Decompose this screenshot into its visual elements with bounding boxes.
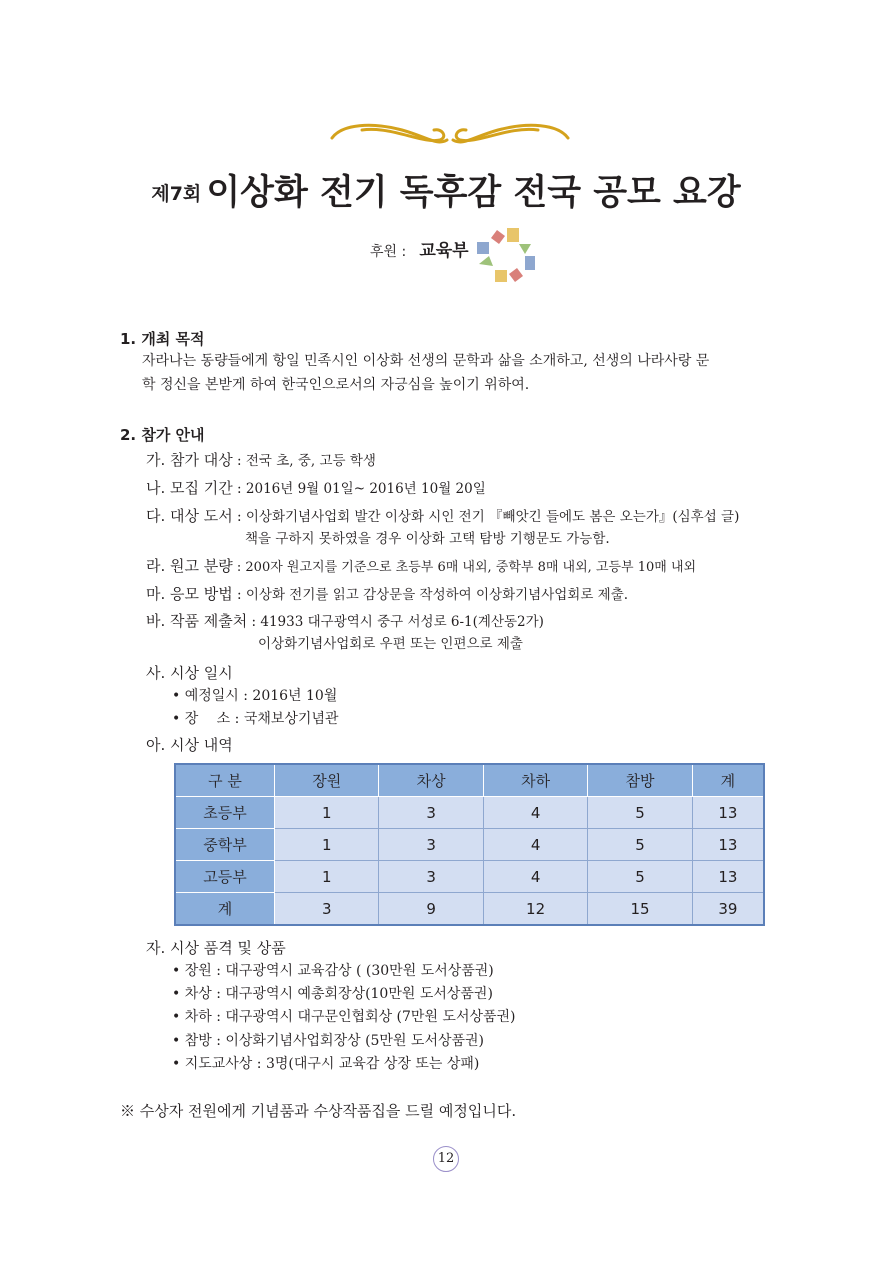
item-period <box>146 477 486 498</box>
item-book <box>146 505 739 526</box>
item-key: 다. 대상 도서 <box>146 507 233 525</box>
table-cell: 13 <box>692 797 764 829</box>
table-cell: 1 <box>275 829 379 861</box>
table-cell: 1 <box>275 797 379 829</box>
table-row <box>175 797 764 829</box>
section1-heading: 1. 개최 목적 <box>120 330 205 348</box>
prize-bullet: • 차상 : 대구광역시 예총회장상(10만원 도서상품권) <box>172 986 493 1002</box>
table-cell: 39 <box>692 893 764 926</box>
title-prefix: 제7회 <box>151 183 202 205</box>
table-row <box>175 861 764 893</box>
row-header: 초등부 <box>175 797 275 829</box>
column-header: 장원 <box>275 764 379 797</box>
column-header: 계 <box>692 764 764 797</box>
table-cell: 5 <box>588 797 692 829</box>
table-cell: 3 <box>379 861 483 893</box>
table-cell: 5 <box>588 829 692 861</box>
table-total-row <box>175 893 764 926</box>
item-value: : 이상화기념사업회 발간 이상화 시인 전기 『빼앗긴 들에도 봄은 오는가』(심후섭 글) <box>232 509 740 525</box>
table-cell: 3 <box>379 829 483 861</box>
table-cell: 3 <box>379 797 483 829</box>
item-value: : 전국 초, 중, 고등 학생 <box>232 453 376 469</box>
item-value: : 200자 원고지를 기준으로 초등부 6매 내외, 중학부 8매 내외, 고등부 10매 내외 <box>232 560 697 575</box>
ministry-of-education-logo-icon <box>475 226 537 284</box>
table-cell: 4 <box>483 861 587 893</box>
table-cell: 13 <box>692 861 764 893</box>
page-number: 12 <box>433 1146 459 1172</box>
sponsor-org: 교육부 <box>419 241 469 261</box>
section2-heading: 2. 참가 안내 <box>120 426 205 444</box>
awards-heading <box>146 734 233 755</box>
ornament-icon <box>322 116 578 152</box>
item-key: 가. 참가 대상 <box>146 451 233 469</box>
ceremony-heading-text: 사. 시상 일시 <box>146 664 233 682</box>
prizes-heading-text: 자. 시상 품격 및 상품 <box>146 939 286 957</box>
item-key: 바. 작품 제출처 <box>146 612 248 630</box>
column-header: 참방 <box>588 764 692 797</box>
column-header: 구 분 <box>175 764 275 797</box>
item-length <box>146 555 696 576</box>
awards-heading-text: 아. 시상 내역 <box>146 736 233 754</box>
table-cell: 12 <box>483 893 587 926</box>
table-cell: 1 <box>275 861 379 893</box>
item-book-cont: 책을 구하지 못하였을 경우 이상화 고택 탐방 기행문도 가능함. <box>245 531 610 547</box>
item-value: : 41933 대구광역시 중구 서성로 6-1(계산동2가) <box>247 614 544 630</box>
prize-bullet: • 장원 : 대구광역시 교육감상 ( (30만원 도서상품권) <box>172 963 494 979</box>
table-cell: 5 <box>588 861 692 893</box>
ceremony-bullet: • 예정일시 : 2016년 10월 <box>172 688 338 704</box>
row-header: 계 <box>175 893 275 926</box>
title-main: 이상화 전기 독후감 전국 공모 요강 <box>206 173 741 213</box>
prize-bullet: • 차하 : 대구광역시 대구문인협회상 (7만원 도서상품권) <box>172 1009 516 1025</box>
item-value: : 2016년 9월 01일~ 2016년 10월 20일 <box>232 481 486 497</box>
column-header: 차상 <box>379 764 483 797</box>
section1-line: 자라나는 동량들에게 항일 민족시인 이상화 선생의 문학과 삶을 소개하고, 선생의 나라사랑 문 <box>142 353 710 369</box>
item-method <box>146 583 628 604</box>
table-row <box>175 829 764 861</box>
table-cell: 13 <box>692 829 764 861</box>
table-cell: 4 <box>483 829 587 861</box>
item-key: 마. 응모 방법 <box>146 585 233 603</box>
table-cell: 4 <box>483 797 587 829</box>
page-title <box>0 165 892 215</box>
item-target <box>146 449 376 470</box>
item-value: : 이상화 전기를 읽고 감상문을 작성하여 이상화기념사업회로 제출. <box>232 587 629 603</box>
prizes-heading <box>146 937 286 958</box>
awards-table <box>174 763 765 926</box>
prize-bullet: • 참방 : 이상화기념사업회장상 (5만원 도서상품권) <box>172 1033 485 1049</box>
table-header-row <box>175 764 764 797</box>
item-submit <box>146 610 544 631</box>
ceremony-bullet: • 장 소 : 국채보상기념관 <box>172 711 339 727</box>
section1-line: 학 정신을 본받게 하여 한국인으로서의 자긍심을 높이기 위하여. <box>142 377 530 393</box>
table-cell: 9 <box>379 893 483 926</box>
footnote: ※ 수상자 전원에게 기념품과 수상작품집을 드릴 예정입니다. <box>120 1102 517 1120</box>
item-key: 나. 모집 기간 <box>146 479 233 497</box>
sponsor-label: 후원 : <box>370 244 407 260</box>
sponsor <box>370 236 469 261</box>
table-cell: 15 <box>588 893 692 926</box>
row-header: 고등부 <box>175 861 275 893</box>
item-key: 라. 원고 분량 <box>146 557 233 575</box>
ceremony-heading <box>146 662 233 683</box>
table-cell: 3 <box>275 893 379 926</box>
prize-bullet: • 지도교사상 : 3명(대구시 교육감 상장 또는 상패) <box>172 1056 480 1072</box>
row-header: 중학부 <box>175 829 275 861</box>
item-submit-cont: 이상화기념사업회로 우편 또는 인편으로 제출 <box>258 636 523 652</box>
column-header: 차하 <box>483 764 587 797</box>
